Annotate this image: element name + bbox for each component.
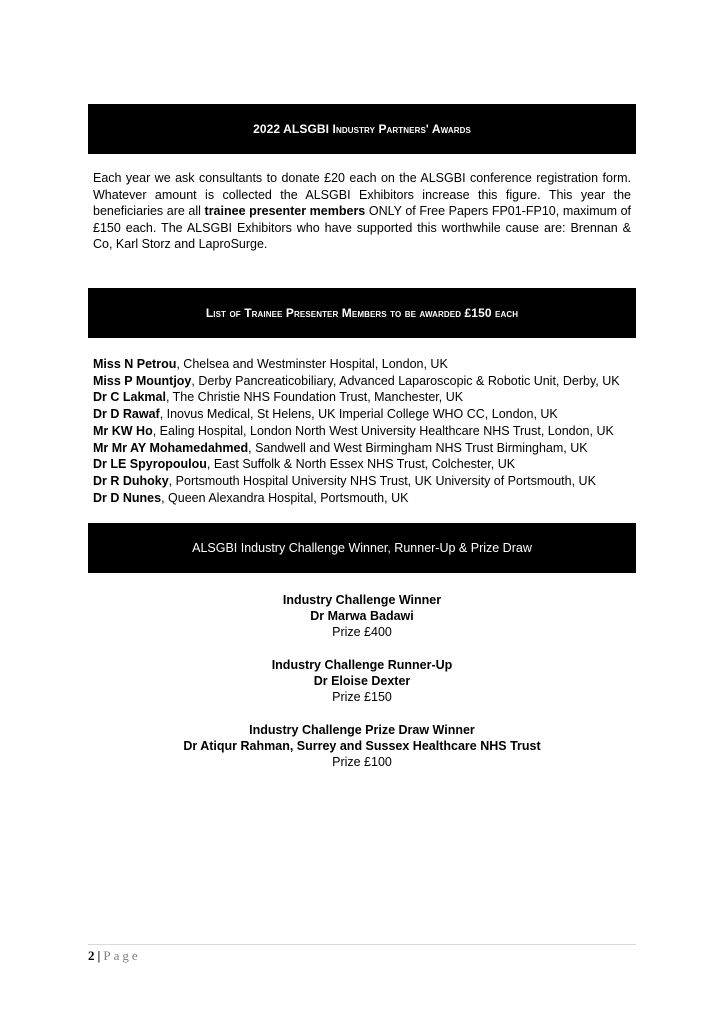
member-name: Mr KW Ho <box>93 423 153 438</box>
page-number: 2 <box>88 948 95 963</box>
member-name: Mr Mr AY Mohamedahmed <box>93 440 249 455</box>
section-title: ALSGBI Industry Challenge Winner, Runner-Up & Prize Draw <box>192 541 532 555</box>
section-title: List of Trainee Presenter Members to be awarded £150 each <box>205 306 519 320</box>
prize-block-prize-draw <box>88 722 636 771</box>
prize-block-winner <box>88 592 636 641</box>
page-footer <box>88 948 141 964</box>
member-name: Dr D Rawaf <box>93 407 160 422</box>
member-name: Dr D Nunes <box>93 490 162 505</box>
prize-winner-name: Dr Eloise Dexter <box>313 674 411 689</box>
list-item <box>93 440 653 457</box>
member-name: Dr C Lakmal <box>93 390 166 405</box>
list-item <box>93 356 653 373</box>
list-item <box>93 389 653 406</box>
prize-amount: Prize £100 <box>332 755 392 770</box>
member-name: Miss P Mountjoy <box>93 373 192 388</box>
prize-heading: Industry Challenge Prize Draw Winner <box>249 723 475 737</box>
description-text-b: ONLY of Free Papers FP01-FP10, maximum of £150 each. The ALSGBI Exhibitors who have supported this worthwhile cause are: Brennan & Co, Karl Storz and LaproSurge. <box>93 204 631 252</box>
description-bold-text: trainee presenter members <box>204 204 366 219</box>
prize-heading: Industry Challenge Winner <box>282 593 442 607</box>
list-item <box>93 490 653 507</box>
member-name: Dr R Duhoky <box>93 473 169 488</box>
list-item <box>93 456 653 473</box>
member-detail: , East Suffolk & North Essex NHS Trust, Colchester, UK <box>206 457 516 472</box>
prize-amount: Prize £150 <box>332 690 392 705</box>
prize-block-runner-up <box>88 657 636 706</box>
awards-description <box>93 170 631 253</box>
prize-winner-name: Dr Marwa Badawi <box>310 609 414 624</box>
list-item <box>93 373 653 390</box>
prize-amount: Prize £400 <box>332 625 392 640</box>
trainee-member-list <box>93 356 653 506</box>
member-detail: , Queen Alexandra Hospital, Portsmouth, UK <box>161 490 409 505</box>
member-name: Dr LE Spyropoulou <box>93 457 207 472</box>
list-item <box>93 423 653 440</box>
page-label: Page <box>103 948 141 963</box>
member-detail: , Ealing Hospital, London North West University Healthcare NHS Trust, London, UK <box>152 423 614 438</box>
member-detail: , Derby Pancreaticobiliary, Advanced Laparoscopic & Robotic Unit, Derby, UK <box>191 373 620 388</box>
member-detail: , Portsmouth Hospital University NHS Trust, UK University of Portsmouth, UK <box>168 473 596 488</box>
description-text-a: Each year we ask consultants to donate £20 each on the ALSGBI conference registration form. Whatever amount is collected the ALSGBI Exhibitors increase this figure. This year the beneficiaries are all <box>93 171 631 219</box>
section-banner-trainee-members <box>88 288 636 338</box>
list-item <box>93 473 653 490</box>
prize-winner-name: Dr Atiqur Rahman, Surrey and Sussex Healthcare NHS Trust <box>183 739 541 754</box>
member-detail: , The Christie NHS Foundation Trust, Manchester, UK <box>165 390 464 405</box>
member-detail: , Inovus Medical, St Helens, UK Imperial College WHO CC, London, UK <box>159 407 558 422</box>
member-detail: , Sandwell and West Birmingham NHS Trust Birmingham, UK <box>248 440 588 455</box>
prize-heading: Industry Challenge Runner-Up <box>271 658 453 672</box>
footer-divider <box>88 944 636 945</box>
section-title: 2022 ALSGBI Industry Partners' Awards <box>253 122 471 136</box>
footer-separator: | <box>97 948 101 963</box>
list-item <box>93 406 653 423</box>
section-banner-industry-challenge <box>88 523 636 573</box>
member-name: Miss N Petrou <box>93 357 177 371</box>
member-detail: , Chelsea and Westminster Hospital, London, UK <box>176 357 448 371</box>
section-banner-industry-partners-awards <box>88 104 636 154</box>
